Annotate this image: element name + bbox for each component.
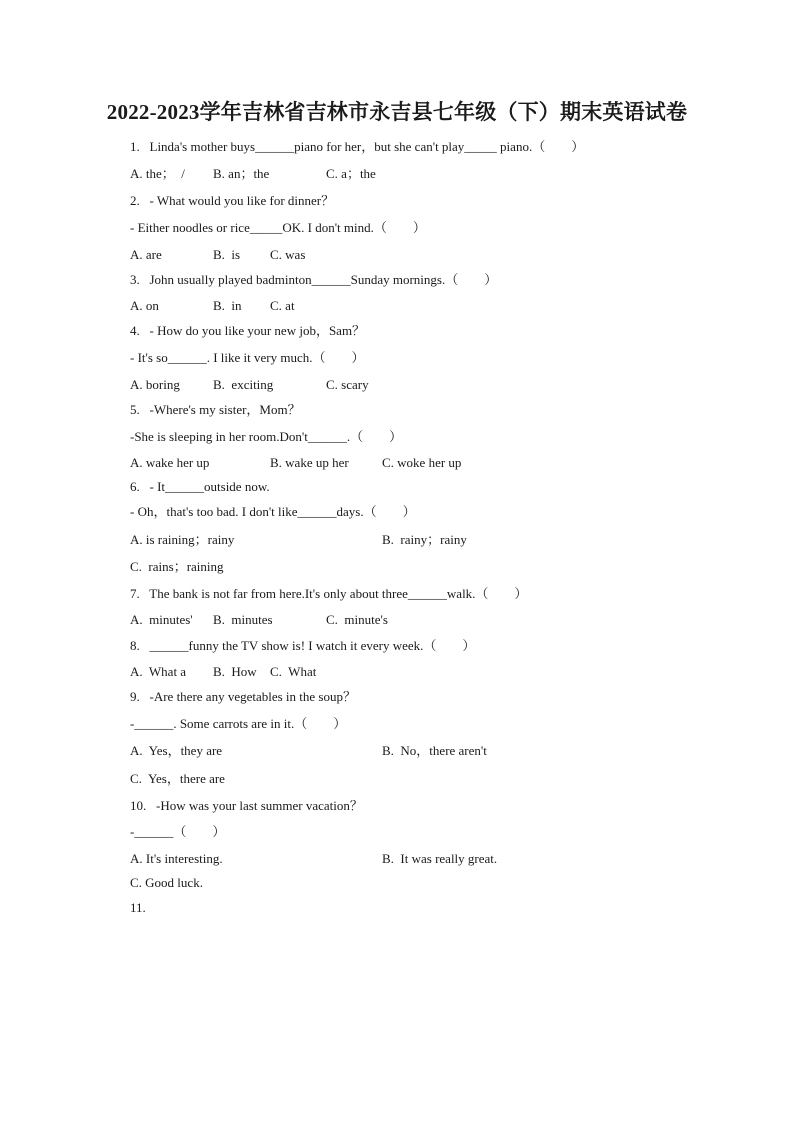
- question-7-option-a: A. minutes': [130, 612, 193, 627]
- question-10-option-c: C. Good luck.: [130, 875, 203, 890]
- question-7-option-b: B. minutes: [213, 612, 273, 627]
- question-10-option-a: A. It's interesting.: [130, 851, 223, 866]
- question-2-option-b: B. is: [213, 247, 241, 262]
- question-8-option-a: A. What a: [130, 664, 187, 679]
- question-4-stem: 4. - How do you like your new job，Sam？: [130, 323, 366, 338]
- question-1-option-b: B. an；the: [213, 166, 270, 181]
- question-4-option-b: B. exciting: [213, 377, 274, 392]
- question-11-stem: 11.: [130, 900, 146, 915]
- question-4-option-a: A. boring: [130, 377, 180, 392]
- question-9-option-c: C. Yes，there are: [130, 771, 225, 786]
- question-5-option-b: B. wake up her: [270, 455, 349, 470]
- question-8-option-b: B. How: [213, 664, 257, 679]
- question-2-stem-line2: - Either noodles or rice_____OK. I don't mind.（ ）: [130, 220, 426, 235]
- question-2-option-a: A. are: [130, 247, 162, 262]
- question-1-option-c: C. a；the: [326, 166, 376, 181]
- question-3-option-b: B. in: [213, 298, 242, 313]
- question-9-stem-line2: -______. Some carrots are in it.（ ）: [130, 716, 347, 731]
- question-5-stem: 5. -Where's my sister，Mom？: [130, 402, 301, 417]
- question-10-stem: 10. -How was your last summer vacation？: [130, 798, 363, 813]
- exam-title: 2022-2023学年吉林省吉林市永吉县七年级（下）期末英语试卷: [106, 100, 688, 124]
- question-2-stem: 2. - What would you like for dinner？: [130, 193, 335, 208]
- question-3-option-c: C. at: [270, 298, 295, 313]
- question-4-option-c: C. scary: [326, 377, 369, 392]
- question-4-stem-line2: - It's so______. I like it very much.（ ）: [130, 350, 365, 365]
- question-3-option-a: A. on: [130, 298, 159, 313]
- question-5-option-c: C. woke her up: [382, 455, 462, 470]
- question-8-stem: 8. ______funny the TV show is! I watch it every week.（ ）: [130, 638, 476, 653]
- question-5-option-a: A. wake her up: [130, 455, 210, 470]
- question-8-option-c: C. What: [270, 664, 317, 679]
- question-9-option-a: A. Yes，they are: [130, 743, 223, 758]
- question-1-option-a: A. the； /: [130, 166, 185, 181]
- question-7-stem: 7. The bank is not far from here.It's only about three______walk.（ ）: [130, 586, 528, 601]
- question-9-stem: 9. -Are there any vegetables in the soup？: [130, 689, 356, 704]
- question-6-option-b: B. rainy；rainy: [382, 532, 467, 547]
- question-6-option-a: A. is raining；rainy: [130, 532, 235, 547]
- question-6-stem: 6. - It______outside now.: [130, 479, 270, 494]
- question-3-stem: 3. John usually played badminton______Sunday mornings.（ ）: [130, 272, 498, 287]
- question-6-stem-line2: - Oh，that's too bad. I don't like______days.（ ）: [130, 504, 416, 519]
- question-1-stem: 1. Linda's mother buys______piano for her，but she can't play_____ piano.（ ）: [130, 139, 585, 154]
- question-9-option-b: B. No，there aren't: [382, 743, 487, 758]
- question-6-option-c: C. rains；raining: [130, 559, 224, 574]
- question-10-stem-line2: -______（ ）: [130, 824, 226, 839]
- question-5-stem-line2: -She is sleeping in her room.Don't______.（ ）: [130, 429, 403, 444]
- question-2-option-c: C. was: [270, 247, 306, 262]
- question-7-option-c: C. minute's: [326, 612, 388, 627]
- question-10-option-b: B. It was really great.: [382, 851, 498, 866]
